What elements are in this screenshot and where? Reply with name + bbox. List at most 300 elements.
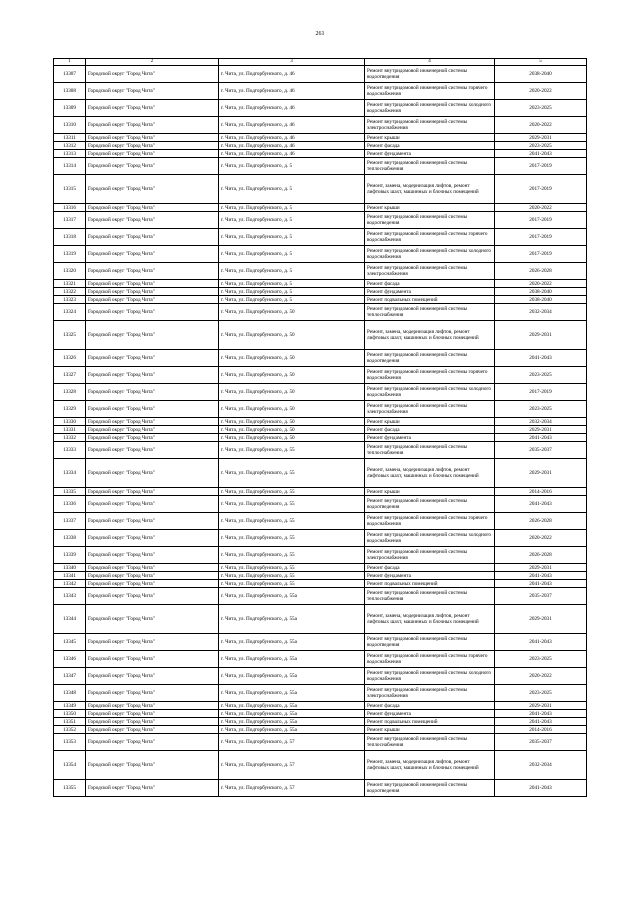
address-cell: г. Чита, ул. Подгорбунского, д. 46 — [219, 117, 365, 134]
work-type-cell: Ремонт внутридомовой инженерной системы теплоснабжения — [365, 304, 495, 321]
work-type-cell: Ремонт внутридомовой инженерной системы холодного водоснабжения — [365, 668, 495, 685]
row-number-cell: 13309 — [54, 100, 86, 117]
address-cell: г. Чита, ул. Подгорбунского, д. 5 — [219, 246, 365, 263]
work-type-cell: Ремонт внутридомовой инженерной системы водоотведения — [365, 496, 495, 513]
table-row — [54, 685, 587, 702]
row-number-cell: 13337 — [54, 513, 86, 530]
table-row — [54, 150, 587, 158]
period-cell: 2023-2025 — [495, 367, 587, 384]
address-cell: г. Чита, ул. Подгорбунского, д. 50 — [219, 367, 365, 384]
row-number-cell: 13340 — [54, 564, 86, 572]
period-cell: 2029-2031 — [495, 702, 587, 710]
table-row — [54, 710, 587, 718]
period-cell: 2017-2019 — [495, 175, 587, 204]
work-type-cell: Ремонт внутридомовой инженерной системы горячего водоснабжения — [365, 367, 495, 384]
municipality-cell: Городской округ "Город Чита" — [86, 288, 219, 296]
address-cell: г. Чита, ул. Подгорбунского, д. 46 — [219, 150, 365, 158]
address-cell: г. Чита, ул. Подгорбунского, д. 55а — [219, 605, 365, 634]
row-number-cell: 13344 — [54, 605, 86, 634]
municipality-cell: Городской округ "Город Чита" — [86, 418, 219, 426]
row-number-cell: 13312 — [54, 142, 86, 150]
work-type-cell: Ремонт фасада — [365, 702, 495, 710]
work-type-cell: Ремонт внутридомовой инженерной системы горячего водоснабжения — [365, 229, 495, 246]
row-number-cell: 13316 — [54, 204, 86, 212]
municipality-cell: Городской округ "Город Чита" — [86, 710, 219, 718]
address-cell: г. Чита, ул. Подгорбунского, д. 55 — [219, 442, 365, 459]
municipality-cell: Городской округ "Город Чита" — [86, 158, 219, 175]
work-type-cell: Ремонт внутридомовой инженерной системы водоотведения — [365, 634, 495, 651]
work-type-cell: Ремонт внутридомовой инженерной системы горячего водоснабжения — [365, 83, 495, 100]
column-header: 2 — [86, 59, 219, 66]
municipality-cell: Городской округ "Город Чита" — [86, 751, 219, 780]
address-cell: г. Чита, ул. Подгорбунского, д. 50 — [219, 304, 365, 321]
period-cell: 2041-2043 — [495, 434, 587, 442]
municipality-cell: Городской округ "Город Чита" — [86, 734, 219, 751]
table-row — [54, 588, 587, 605]
table-row — [54, 442, 587, 459]
address-cell: г. Чита, ул. Подгорбунского, д. 46 — [219, 83, 365, 100]
row-number-cell: 13326 — [54, 350, 86, 367]
column-header: 1 — [54, 59, 86, 66]
table-row — [54, 158, 587, 175]
work-type-cell: Ремонт внутридомовой инженерной системы горячего водоснабжения — [365, 513, 495, 530]
registry-table — [53, 58, 587, 797]
address-cell: г. Чита, ул. Подгорбунского, д. 5 — [219, 280, 365, 288]
address-cell: г. Чита, ул. Подгорбунского, д. 55 — [219, 572, 365, 580]
period-cell: 2038-2040 — [495, 66, 587, 83]
row-number-cell: 13350 — [54, 710, 86, 718]
row-number-cell: 13347 — [54, 668, 86, 685]
table-row — [54, 288, 587, 296]
address-cell: г. Чита, ул. Подгорбунского, д. 55а — [219, 710, 365, 718]
municipality-cell: Городской округ "Город Чита" — [86, 321, 219, 350]
municipality-cell: Городской округ "Город Чита" — [86, 685, 219, 702]
work-type-cell: Ремонт фасада — [365, 280, 495, 288]
work-type-cell: Ремонт внутридомовой инженерной системы электроснабжения — [365, 685, 495, 702]
address-cell: г. Чита, ул. Подгорбунского, д. 57 — [219, 734, 365, 751]
municipality-cell: Городской округ "Город Чита" — [86, 296, 219, 304]
municipality-cell: Городской округ "Город Чита" — [86, 175, 219, 204]
row-number-cell: 13355 — [54, 780, 86, 797]
table-row — [54, 718, 587, 726]
row-number-cell: 13322 — [54, 288, 86, 296]
work-type-cell: Ремонт внутридомовой инженерной системы электроснабжения — [365, 547, 495, 564]
column-header: 4 — [365, 59, 495, 66]
row-number-cell: 13353 — [54, 734, 86, 751]
municipality-cell: Городской округ "Город Чита" — [86, 83, 219, 100]
municipality-cell: Городской округ "Город Чита" — [86, 204, 219, 212]
municipality-cell: Городской округ "Город Чита" — [86, 212, 219, 229]
municipality-cell: Городской округ "Город Чита" — [86, 350, 219, 367]
work-type-cell: Ремонт внутридомовой инженерной системы теплоснабжения — [365, 158, 495, 175]
row-number-cell: 13348 — [54, 685, 86, 702]
period-cell: 2020-2022 — [495, 668, 587, 685]
address-cell: г. Чита, ул. Подгорбунского, д. 55 — [219, 459, 365, 488]
municipality-cell: Городской округ "Город Чита" — [86, 442, 219, 459]
table-row — [54, 651, 587, 668]
municipality-cell: Городской округ "Город Чита" — [86, 580, 219, 588]
table-row — [54, 726, 587, 734]
period-cell: 2020-2022 — [495, 280, 587, 288]
work-type-cell: Ремонт внутридомовой инженерной системы электроснабжения — [365, 401, 495, 418]
row-number-cell: 13325 — [54, 321, 86, 350]
municipality-cell: Городской округ "Город Чита" — [86, 718, 219, 726]
table-row — [54, 668, 587, 685]
row-number-cell: 13334 — [54, 459, 86, 488]
address-cell: г. Чита, ул. Подгорбунского, д. 46 — [219, 142, 365, 150]
address-cell: г. Чита, ул. Подгорбунского, д. 55 — [219, 496, 365, 513]
period-cell: 2041-2043 — [495, 572, 587, 580]
table-row — [54, 580, 587, 588]
row-number-cell: 13342 — [54, 580, 86, 588]
row-number-cell: 13310 — [54, 117, 86, 134]
work-type-cell: Ремонт внутридомовой инженерной системы теплоснабжения — [365, 442, 495, 459]
row-number-cell: 13321 — [54, 280, 86, 288]
row-number-cell: 13313 — [54, 150, 86, 158]
work-type-cell: Ремонт фундамента — [365, 150, 495, 158]
row-number-cell: 13331 — [54, 426, 86, 434]
work-type-cell: Ремонт внутридомовой инженерной системы холодного водоснабжения — [365, 530, 495, 547]
municipality-cell: Городской округ "Город Чита" — [86, 513, 219, 530]
address-cell: г. Чита, ул. Подгорбунского, д. 55 — [219, 488, 365, 496]
row-number-cell: 13352 — [54, 726, 86, 734]
row-number-cell: 13314 — [54, 158, 86, 175]
municipality-cell: Городской округ "Город Чита" — [86, 605, 219, 634]
work-type-cell: Ремонт подвальных помещений — [365, 718, 495, 726]
municipality-cell: Городской округ "Город Чита" — [86, 488, 219, 496]
period-cell: 2020-2022 — [495, 117, 587, 134]
table-row — [54, 142, 587, 150]
period-cell: 2041-2043 — [495, 718, 587, 726]
row-number-cell: 13311 — [54, 134, 86, 142]
address-cell: г. Чита, ул. Подгорбунского, д. 50 — [219, 384, 365, 401]
row-number-cell: 13351 — [54, 718, 86, 726]
municipality-cell: Городской округ "Город Чита" — [86, 367, 219, 384]
period-cell: 2020-2022 — [495, 204, 587, 212]
table-row — [54, 263, 587, 280]
period-cell: 2017-2019 — [495, 384, 587, 401]
row-number-cell: 13335 — [54, 488, 86, 496]
address-cell: г. Чита, ул. Подгорбунского, д. 50 — [219, 434, 365, 442]
period-cell: 2020-2022 — [495, 530, 587, 547]
table-row — [54, 117, 587, 134]
column-header: 3 — [219, 59, 365, 66]
municipality-cell: Городской округ "Город Чита" — [86, 588, 219, 605]
table-header-row — [54, 59, 587, 66]
work-type-cell: Ремонт крыши — [365, 134, 495, 142]
row-number-cell: 13354 — [54, 751, 86, 780]
address-cell: г. Чита, ул. Подгорбунского, д. 5 — [219, 204, 365, 212]
period-cell: 2038-2040 — [495, 288, 587, 296]
row-number-cell: 13307 — [54, 66, 86, 83]
table-row — [54, 367, 587, 384]
municipality-cell: Городской округ "Город Чита" — [86, 702, 219, 710]
table-row — [54, 296, 587, 304]
table-row — [54, 83, 587, 100]
municipality-cell: Городской округ "Город Чита" — [86, 651, 219, 668]
work-type-cell: Ремонт фасада — [365, 564, 495, 572]
municipality-cell: Городской округ "Город Чита" — [86, 66, 219, 83]
table-row — [54, 246, 587, 263]
row-number-cell: 13317 — [54, 212, 86, 229]
period-cell: 2041-2043 — [495, 350, 587, 367]
table-row — [54, 350, 587, 367]
period-cell: 2017-2019 — [495, 158, 587, 175]
row-number-cell: 13338 — [54, 530, 86, 547]
row-number-cell: 13320 — [54, 263, 86, 280]
municipality-cell: Городской округ "Город Чита" — [86, 384, 219, 401]
table-row — [54, 175, 587, 204]
municipality-cell: Городской округ "Город Чита" — [86, 668, 219, 685]
row-number-cell: 13323 — [54, 296, 86, 304]
municipality-cell: Городской округ "Город Чита" — [86, 304, 219, 321]
table-row — [54, 751, 587, 780]
address-cell: г. Чита, ул. Подгорбунского, д. 46 — [219, 134, 365, 142]
period-cell: 2041-2043 — [495, 710, 587, 718]
work-type-cell: Ремонт внутридомовой инженерной системы холодного водоснабжения — [365, 100, 495, 117]
address-cell: г. Чита, ул. Подгорбунского, д. 5 — [219, 212, 365, 229]
address-cell: г. Чита, ул. Подгорбунского, д. 5 — [219, 158, 365, 175]
address-cell: г. Чита, ул. Подгорбунского, д. 50 — [219, 321, 365, 350]
municipality-cell: Городской округ "Город Чита" — [86, 142, 219, 150]
municipality-cell: Городской округ "Город Чита" — [86, 459, 219, 488]
table-body — [54, 59, 587, 797]
address-cell: г. Чита, ул. Подгорбунского, д. 55а — [219, 634, 365, 651]
period-cell: 2032-2034 — [495, 751, 587, 780]
period-cell: 2017-2019 — [495, 246, 587, 263]
address-cell: г. Чита, ул. Подгорбунского, д. 55 — [219, 564, 365, 572]
address-cell: г. Чита, ул. Подгорбунского, д. 57 — [219, 751, 365, 780]
period-cell: 2038-2040 — [495, 296, 587, 304]
page-number: 261 — [315, 31, 325, 37]
period-cell: 2035-2037 — [495, 588, 587, 605]
period-cell: 2014-2016 — [495, 488, 587, 496]
municipality-cell: Городской округ "Город Чита" — [86, 246, 219, 263]
address-cell: г. Чита, ул. Подгорбунского, д. 55а — [219, 668, 365, 685]
period-cell: 2017-2019 — [495, 212, 587, 229]
period-cell: 2020-2022 — [495, 83, 587, 100]
row-number-cell: 13336 — [54, 496, 86, 513]
municipality-cell: Городской округ "Город Чита" — [86, 780, 219, 797]
table-row — [54, 280, 587, 288]
period-cell: 2041-2043 — [495, 496, 587, 513]
period-cell: 2023-2025 — [495, 100, 587, 117]
work-type-cell: Ремонт, замена, модернизация лифтов, ремонт лифтовых шахт, машинных и блочных помещений — [365, 459, 495, 488]
address-cell: г. Чита, ул. Подгорбунского, д. 50 — [219, 418, 365, 426]
table-row — [54, 702, 587, 710]
row-number-cell: 13324 — [54, 304, 86, 321]
address-cell: г. Чита, ул. Подгорбунского, д. 5 — [219, 296, 365, 304]
table-row — [54, 212, 587, 229]
table-row — [54, 459, 587, 488]
row-number-cell: 13315 — [54, 175, 86, 204]
table-row — [54, 634, 587, 651]
row-number-cell: 13346 — [54, 651, 86, 668]
period-cell: 2014-2016 — [495, 726, 587, 734]
table-row — [54, 780, 587, 797]
table-row — [54, 304, 587, 321]
period-cell: 2035-2037 — [495, 442, 587, 459]
address-cell: г. Чита, ул. Подгорбунского, д. 55а — [219, 588, 365, 605]
work-type-cell: Ремонт фундамента — [365, 710, 495, 718]
work-type-cell: Ремонт внутридомовой инженерной системы холодного водоснабжения — [365, 246, 495, 263]
work-type-cell: Ремонт, замена, модернизация лифтов, ремонт лифтовых шахт, машинных и блочных помещений — [365, 321, 495, 350]
work-type-cell: Ремонт, замена, модернизация лифтов, ремонт лифтовых шахт, машинных и блочных помещений — [365, 751, 495, 780]
address-cell: г. Чита, ул. Подгорбунского, д. 55 — [219, 580, 365, 588]
table-row — [54, 229, 587, 246]
table-row — [54, 66, 587, 83]
work-type-cell: Ремонт внутридомовой инженерной системы водоотведения — [365, 66, 495, 83]
table-row — [54, 734, 587, 751]
period-cell: 2026-2028 — [495, 263, 587, 280]
work-type-cell: Ремонт подвальных помещений — [365, 580, 495, 588]
row-number-cell: 13318 — [54, 229, 86, 246]
table-row — [54, 434, 587, 442]
row-number-cell: 13329 — [54, 401, 86, 418]
row-number-cell: 13333 — [54, 442, 86, 459]
work-type-cell: Ремонт фундамента — [365, 434, 495, 442]
work-type-cell: Ремонт внутридомовой инженерной системы водоотведения — [365, 780, 495, 797]
municipality-cell: Городской округ "Город Чита" — [86, 572, 219, 580]
table-row — [54, 530, 587, 547]
row-number-cell: 13308 — [54, 83, 86, 100]
column-header: 5 — [495, 59, 587, 66]
table-row — [54, 572, 587, 580]
work-type-cell: Ремонт внутридомовой инженерной системы водоотведения — [365, 212, 495, 229]
address-cell: г. Чита, ул. Подгорбунского, д. 50 — [219, 426, 365, 434]
municipality-cell: Городской округ "Город Чита" — [86, 150, 219, 158]
address-cell: г. Чита, ул. Подгорбунского, д. 46 — [219, 100, 365, 117]
address-cell: г. Чита, ул. Подгорбунского, д. 50 — [219, 350, 365, 367]
period-cell: 2029-2031 — [495, 134, 587, 142]
municipality-cell: Городской округ "Город Чита" — [86, 401, 219, 418]
period-cell: 2032-2034 — [495, 418, 587, 426]
period-cell: 2023-2025 — [495, 142, 587, 150]
municipality-cell: Городской округ "Город Чита" — [86, 426, 219, 434]
municipality-cell: Городской округ "Город Чита" — [86, 496, 219, 513]
row-number-cell: 13332 — [54, 434, 86, 442]
period-cell: 2029-2031 — [495, 564, 587, 572]
municipality-cell: Городской округ "Город Чита" — [86, 100, 219, 117]
municipality-cell: Городской округ "Город Чита" — [86, 134, 219, 142]
period-cell: 2026-2028 — [495, 547, 587, 564]
address-cell: г. Чита, ул. Подгорбунского, д. 5 — [219, 175, 365, 204]
table-row — [54, 384, 587, 401]
municipality-cell: Городской округ "Город Чита" — [86, 726, 219, 734]
row-number-cell: 13341 — [54, 572, 86, 580]
work-type-cell: Ремонт подвальных помещений — [365, 296, 495, 304]
address-cell: г. Чита, ул. Подгорбунского, д. 55а — [219, 718, 365, 726]
table-row — [54, 547, 587, 564]
work-type-cell: Ремонт крыши — [365, 488, 495, 496]
municipality-cell: Городской округ "Город Чита" — [86, 564, 219, 572]
row-number-cell: 13339 — [54, 547, 86, 564]
period-cell: 2029-2031 — [495, 321, 587, 350]
table-row — [54, 401, 587, 418]
table-row — [54, 605, 587, 634]
table-row — [54, 496, 587, 513]
municipality-cell: Городской округ "Город Чита" — [86, 117, 219, 134]
work-type-cell: Ремонт крыши — [365, 726, 495, 734]
row-number-cell: 13319 — [54, 246, 86, 263]
period-cell: 2032-2034 — [495, 304, 587, 321]
address-cell: г. Чита, ул. Подгорбунского, д. 55а — [219, 651, 365, 668]
table-row — [54, 418, 587, 426]
work-type-cell: Ремонт, замена, модернизация лифтов, ремонт лифтовых шахт, машинных и блочных помещений — [365, 605, 495, 634]
period-cell: 2041-2043 — [495, 150, 587, 158]
row-number-cell: 13330 — [54, 418, 86, 426]
period-cell: 2023-2025 — [495, 685, 587, 702]
period-cell: 2041-2043 — [495, 580, 587, 588]
municipality-cell: Городской округ "Город Чита" — [86, 634, 219, 651]
table-row — [54, 321, 587, 350]
period-cell: 2017-2019 — [495, 229, 587, 246]
table-row — [54, 134, 587, 142]
address-cell: г. Чита, ул. Подгорбунского, д. 55а — [219, 685, 365, 702]
address-cell: г. Чита, ул. Подгорбунского, д. 55а — [219, 726, 365, 734]
address-cell: г. Чита, ул. Подгорбунского, д. 55 — [219, 513, 365, 530]
address-cell: г. Чита, ул. Подгорбунского, д. 5 — [219, 288, 365, 296]
period-cell: 2023-2025 — [495, 401, 587, 418]
row-number-cell: 13343 — [54, 588, 86, 605]
row-number-cell: 13327 — [54, 367, 86, 384]
period-cell: 2035-2037 — [495, 734, 587, 751]
address-cell: г. Чита, ул. Подгорбунского, д. 5 — [219, 229, 365, 246]
address-cell: г. Чита, ул. Подгорбунского, д. 50 — [219, 401, 365, 418]
address-cell: г. Чита, ул. Подгорбунского, д. 55 — [219, 530, 365, 547]
work-type-cell: Ремонт фасада — [365, 142, 495, 150]
address-cell: г. Чита, ул. Подгорбунского, д. 55а — [219, 702, 365, 710]
table-row — [54, 488, 587, 496]
period-cell: 2041-2043 — [495, 634, 587, 651]
work-type-cell: Ремонт фундамента — [365, 572, 495, 580]
work-type-cell: Ремонт внутридомовой инженерной системы теплоснабжения — [365, 588, 495, 605]
municipality-cell: Городской округ "Город Чита" — [86, 434, 219, 442]
work-type-cell: Ремонт внутридомовой инженерной системы электроснабжения — [365, 117, 495, 134]
row-number-cell: 13345 — [54, 634, 86, 651]
address-cell: г. Чита, ул. Подгорбунского, д. 5 — [219, 263, 365, 280]
work-type-cell: Ремонт внутридомовой инженерной системы холодного водоснабжения — [365, 384, 495, 401]
municipality-cell: Городской округ "Город Чита" — [86, 263, 219, 280]
period-cell: 2041-2043 — [495, 780, 587, 797]
period-cell: 2029-2031 — [495, 426, 587, 434]
work-type-cell: Ремонт, замена, модернизация лифтов, ремонт лифтовых шахт, машинных и блочных помещений — [365, 175, 495, 204]
table-row — [54, 100, 587, 117]
address-cell: г. Чита, ул. Подгорбунского, д. 55 — [219, 547, 365, 564]
municipality-cell: Городской округ "Город Чита" — [86, 547, 219, 564]
work-type-cell: Ремонт внутридомовой инженерной системы водоотведения — [365, 350, 495, 367]
municipality-cell: Городской округ "Город Чита" — [86, 530, 219, 547]
work-type-cell: Ремонт внутридомовой инженерной системы горячего водоснабжения — [365, 651, 495, 668]
work-type-cell: Ремонт фундамента — [365, 288, 495, 296]
table-row — [54, 513, 587, 530]
period-cell: 2023-2025 — [495, 651, 587, 668]
work-type-cell: Ремонт крыши — [365, 204, 495, 212]
period-cell: 2029-2031 — [495, 605, 587, 634]
period-cell: 2026-2028 — [495, 513, 587, 530]
table-row — [54, 426, 587, 434]
work-type-cell: Ремонт внутридомовой инженерной системы электроснабжения — [365, 263, 495, 280]
address-cell: г. Чита, ул. Подгорбунского, д. 57 — [219, 780, 365, 797]
table-row — [54, 204, 587, 212]
work-type-cell: Ремонт внутридомовой инженерной системы теплоснабжения — [365, 734, 495, 751]
row-number-cell: 13349 — [54, 702, 86, 710]
work-type-cell: Ремонт крыши — [365, 418, 495, 426]
work-type-cell: Ремонт фасада — [365, 426, 495, 434]
municipality-cell: Городской округ "Город Чита" — [86, 229, 219, 246]
municipality-cell: Городской округ "Город Чита" — [86, 280, 219, 288]
row-number-cell: 13328 — [54, 384, 86, 401]
